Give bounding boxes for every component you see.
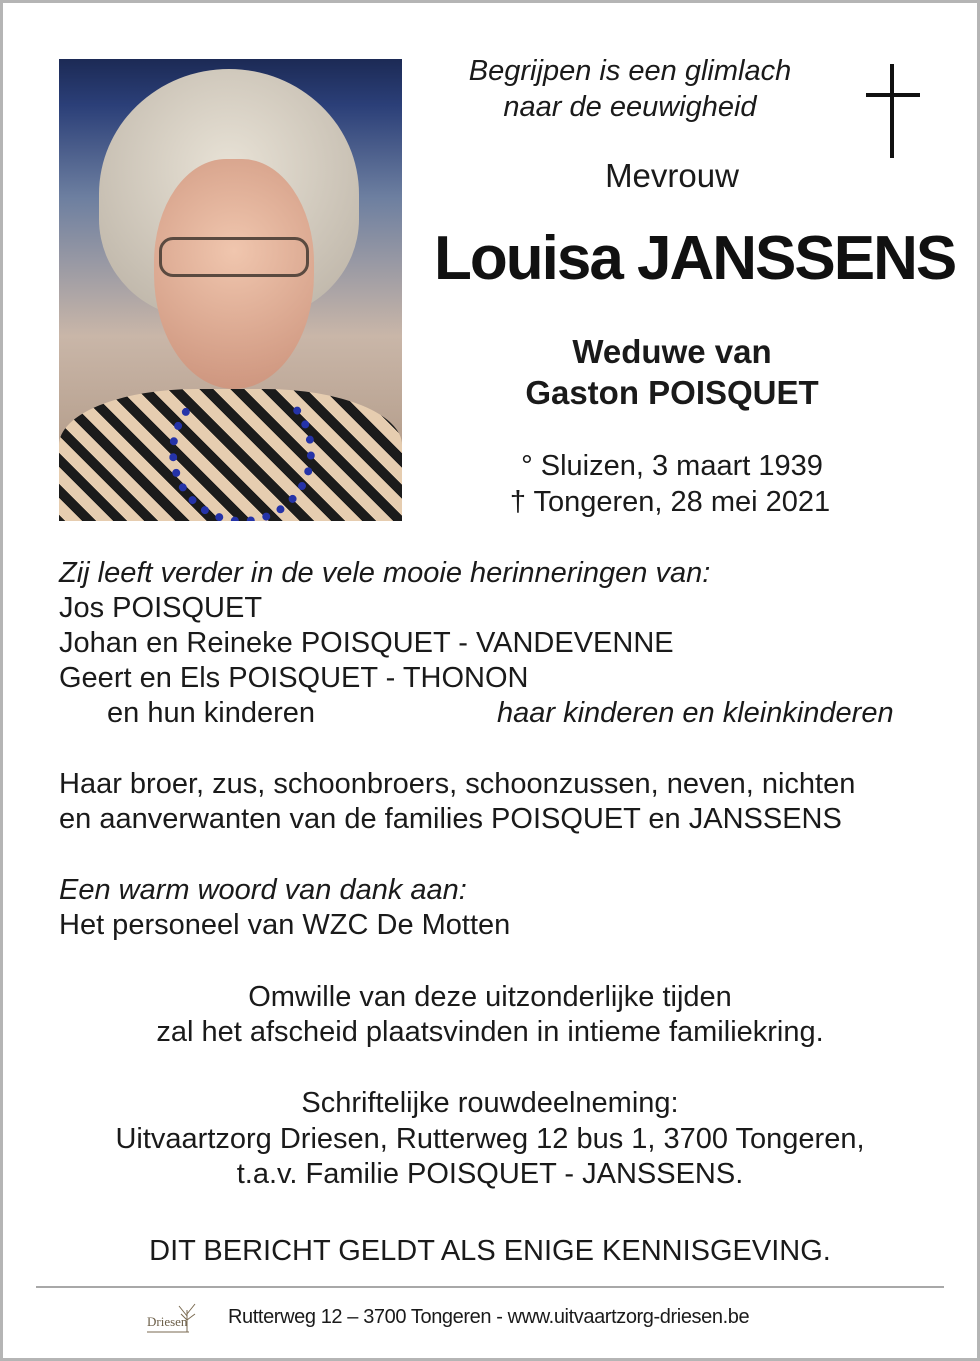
- relatives-line-1: Haar broer, zus, schoonbroers, schoonzussen, neven, nichten: [59, 768, 856, 800]
- farewell-line-2: zal het afscheid plaatsvinden in intieme familiekring.: [156, 1016, 824, 1048]
- birth-info: ° Sluizen, 3 maart 1939: [521, 450, 823, 482]
- family-intro: Zij leeft verder in de vele mooie herinneringen van:: [59, 557, 711, 589]
- family-member: Geert en Els POISQUET - THONON: [59, 662, 529, 694]
- condolence-line-2: Uitvaartzorg Driesen, Rutterweg 12 bus 1, 3700 Tongeren,: [115, 1123, 865, 1155]
- relatives-line-2: en aanverwanten van de families POISQUET en JANSSENS: [59, 803, 842, 835]
- salutation: Mevrouw: [605, 157, 739, 194]
- death-info: † Tongeren, 28 mei 2021: [509, 486, 831, 518]
- footer-address: Rutterweg 12 – 3700 Tongeren - www.uitvaartzorg-driesen.be: [228, 1306, 750, 1328]
- spouse-line-1: Weduwe van: [572, 333, 772, 370]
- grandchildren: haar kinderen en kleinkinderen: [497, 697, 894, 729]
- condolence-line-1: Schriftelijke rouwdeelneming:: [301, 1087, 679, 1119]
- quote-line-1: Begrijpen is een glimlach: [468, 55, 792, 87]
- condolence-line-3: t.a.v. Familie POISQUET - JANSSENS.: [236, 1158, 744, 1190]
- footer-divider: [36, 1286, 944, 1288]
- family-member: Johan en Reineke POISQUET - VANDEVENNE: [59, 627, 674, 659]
- thanks-text: Het personeel van WZC De Motten: [59, 909, 511, 941]
- portrait-photo: [59, 59, 402, 521]
- spouse-line-2: Gaston POISQUET: [525, 374, 819, 411]
- their-children: en hun kinderen: [107, 697, 315, 729]
- funeral-home-logo: [145, 1296, 209, 1338]
- thanks-intro: Een warm woord van dank aan:: [59, 874, 467, 906]
- quote-line-2: naar de eeuwigheid: [503, 91, 757, 123]
- notice: DIT BERICHT GELDT ALS ENIGE KENNISGEVING.: [149, 1235, 831, 1267]
- svg-text:Driesen: Driesen: [147, 1314, 188, 1329]
- deceased-name: Louisa JANSSENS: [434, 224, 956, 293]
- farewell-line-1: Omwille van deze uitzonderlijke tijden: [248, 981, 732, 1013]
- family-member: Jos POISQUET: [59, 592, 263, 624]
